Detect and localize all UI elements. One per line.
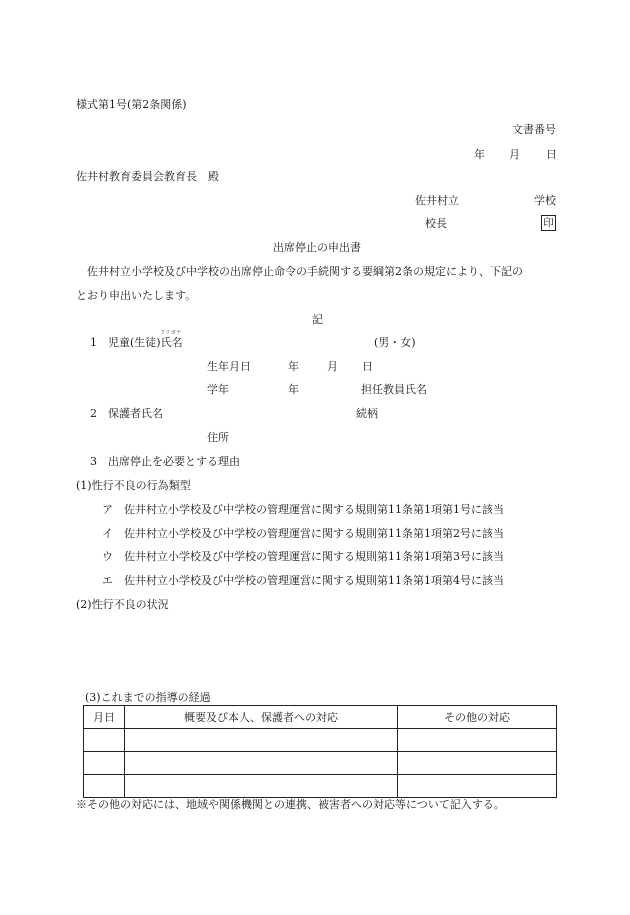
intro-line-1: 佐井村立小学校及び中学校の出席停止命令の手続関する要綱第2条の規定により、下記の [87, 265, 523, 278]
address-label: 住所 [207, 431, 229, 444]
addressee: 佐井村教育委員会教育長 殿 [76, 170, 219, 183]
table-row [84, 729, 557, 752]
guidance-history-table [83, 705, 557, 798]
table-cell [398, 752, 557, 775]
table-cell [398, 729, 557, 752]
grade-label: 学年 [207, 383, 229, 396]
item-text: 佐井村立小学校及び中学校の管理運営に関する規則第11条第1項第2号に該当 [124, 527, 504, 540]
birth-month: 月 [327, 360, 338, 373]
seal-mark: 印 [541, 215, 556, 231]
date-day: 日 [546, 148, 557, 161]
guidance-history-label: (3)これまでの指導の経過 [85, 691, 211, 704]
footnote: ※その他の対応には、地域や関係機関との連携、被害者への対応等について記入する。 [76, 798, 505, 811]
birth-date-label: 生年月日 [207, 360, 251, 373]
reason-label: 3 出席停止を必要とする理由 [90, 455, 240, 468]
birth-year: 年 [288, 360, 299, 373]
table-cell [84, 729, 125, 752]
gender-options: (男・女) [374, 336, 416, 349]
guardian-name-label: 2 保護者氏名 [90, 407, 163, 420]
birth-day: 日 [362, 360, 373, 373]
column-header: その他の対応 [398, 706, 557, 729]
item-mark: ア [102, 503, 113, 516]
item-mark: エ [102, 574, 113, 587]
relation-label: 続柄 [356, 407, 378, 420]
table-cell [84, 775, 125, 798]
school-suffix: 学校 [534, 194, 556, 207]
document-title: 出席停止の申出書 [273, 241, 361, 254]
column-header: 月日 [84, 706, 125, 729]
intro-line-2: とおり申出いたします。 [76, 289, 197, 302]
school-prefix: 佐井村立 [415, 194, 459, 207]
date-month: 月 [509, 148, 520, 161]
item-mark: イ [102, 527, 113, 540]
form-label: 様式第1号(第2条関係) [76, 98, 187, 111]
date-year: 年 [474, 148, 485, 161]
student-name-label: 1 児童(生徒)氏名 [90, 336, 183, 349]
table-cell [84, 752, 125, 775]
item-text: 佐井村立小学校及び中学校の管理運営に関する規則第11条第1項第3号に該当 [124, 550, 504, 563]
item-text: 佐井村立小学校及び中学校の管理運営に関する規則第11条第1項第4号に該当 [124, 574, 504, 587]
principal-label: 校長 [425, 217, 447, 230]
behavior-status-label: (2)性行不良の状況 [76, 598, 169, 611]
table-row [84, 775, 557, 798]
table-header-row [84, 706, 557, 729]
item-mark: ウ [102, 550, 113, 563]
doc-number-label: 文書番号 [512, 123, 556, 136]
table-row [84, 752, 557, 775]
table-cell [125, 729, 398, 752]
behavior-type-label: (1)性行不良の行為類型 [76, 479, 191, 492]
teacher-name-label: 担任教員氏名 [361, 383, 427, 396]
table-cell [125, 775, 398, 798]
grade-nen: 年 [288, 383, 299, 396]
ki-mark: 記 [312, 313, 323, 326]
item-text: 佐井村立小学校及び中学校の管理運営に関する規則第11条第1項第1号に該当 [124, 503, 504, 516]
furigana-ruby: フリガナ [160, 330, 182, 336]
table-cell [125, 752, 398, 775]
column-header: 概要及び本人、保護者への対応 [125, 706, 398, 729]
table-cell [398, 775, 557, 798]
